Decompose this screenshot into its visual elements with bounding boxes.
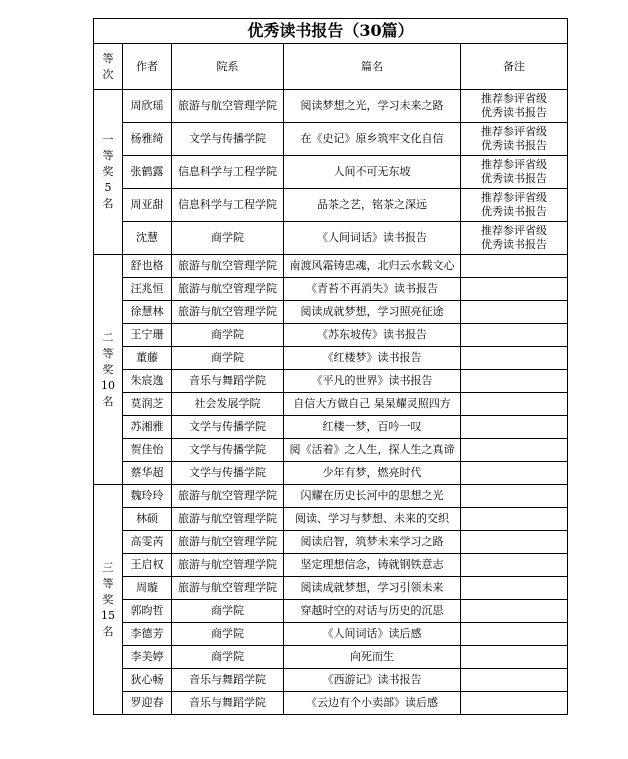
college-cell: 信息科学与工程学院	[172, 189, 284, 222]
table-row	[94, 301, 568, 324]
remark-cell	[461, 255, 568, 278]
college-cell: 音乐与舞蹈学院	[172, 370, 284, 393]
award-level-cell	[94, 90, 123, 255]
remark-cell	[461, 692, 568, 715]
author-cell: 汪兆恒	[123, 278, 172, 301]
author-cell: 罗迎春	[123, 692, 172, 715]
piece-cell: 在《史记》原乡筑牢文化自信	[284, 123, 461, 156]
college-cell: 旅游与航空管理学院	[172, 255, 284, 278]
college-cell: 音乐与舞蹈学院	[172, 669, 284, 692]
piece-cell: 闪耀在历史长河中的思想之光	[284, 485, 461, 508]
remark-cell	[461, 600, 568, 623]
college-cell: 旅游与航空管理学院	[172, 577, 284, 600]
award-level-char: 等	[102, 576, 114, 590]
piece-cell: 阅《活着》之人生，探人生之真谛	[284, 439, 461, 462]
remark-cell	[461, 222, 568, 255]
remark-line: 优秀读书报告	[481, 106, 547, 119]
college-cell: 商学院	[172, 324, 284, 347]
header-rank-char: 等	[102, 51, 114, 65]
piece-cell: 阅读、学习与梦想、未来的交织	[284, 508, 461, 531]
author-cell: 李德芳	[123, 623, 172, 646]
remark-line: 推荐参评省级	[481, 158, 547, 171]
award-level-char: 奖	[102, 165, 114, 178]
table-row	[94, 347, 568, 370]
author-cell: 莫润芝	[123, 393, 172, 416]
award-level-cell	[94, 255, 123, 485]
award-level-char: 15	[101, 608, 115, 622]
remark-cell	[461, 189, 568, 222]
table-row	[94, 623, 568, 646]
header-rank-char: 次	[102, 67, 114, 81]
remark-cell	[461, 508, 568, 531]
header-remark: 备注	[461, 44, 568, 90]
remark-cell	[461, 669, 568, 692]
college-cell: 旅游与航空管理学院	[172, 278, 284, 301]
award-level-char: 5	[104, 181, 112, 194]
remark-cell	[461, 301, 568, 324]
remark-cell	[461, 347, 568, 370]
award-level-char: 名	[102, 394, 114, 408]
remark-cell	[461, 485, 568, 508]
piece-cell: 《平凡的世界》读书报告	[284, 370, 461, 393]
table-row	[94, 189, 568, 222]
remark-cell	[461, 577, 568, 600]
college-cell: 社会发展学院	[172, 393, 284, 416]
college-cell: 文学与传播学院	[172, 416, 284, 439]
college-cell: 旅游与航空管理学院	[172, 531, 284, 554]
college-cell: 商学院	[172, 347, 284, 370]
college-cell: 旅游与航空管理学院	[172, 90, 284, 123]
award-level-char: 一	[102, 133, 114, 146]
remark-line: 优秀读书报告	[481, 139, 547, 152]
remark-cell	[461, 156, 568, 189]
author-cell: 朱宸逸	[123, 370, 172, 393]
remark-cell	[461, 123, 568, 156]
piece-cell: 向死而生	[284, 646, 461, 669]
award-level-cell	[94, 485, 123, 715]
award-level-char: 等	[102, 346, 114, 360]
piece-cell: 阅读成就梦想，学习照亮征途	[284, 301, 461, 324]
author-cell: 林硕	[123, 508, 172, 531]
piece-cell: 人间不可无东坡	[284, 156, 461, 189]
author-cell: 沈慧	[123, 222, 172, 255]
remark-line: 推荐参评省级	[481, 92, 547, 105]
author-cell: 张鹤露	[123, 156, 172, 189]
remark-cell	[461, 531, 568, 554]
award-level-char: 奖	[102, 362, 114, 376]
author-cell: 贺佳怡	[123, 439, 172, 462]
piece-cell: 《苏东坡传》读书报告	[284, 324, 461, 347]
piece-cell: 坚定理想信念，铸就钢铁意志	[284, 554, 461, 577]
author-cell: 狄心畅	[123, 669, 172, 692]
award-level-char: 三	[102, 560, 114, 574]
award-level-char: 奖	[102, 592, 114, 606]
table-row	[94, 462, 568, 485]
table-row	[94, 692, 568, 715]
author-cell: 王宁珊	[123, 324, 172, 347]
table-row	[94, 531, 568, 554]
remark-cell	[461, 623, 568, 646]
author-cell: 董藤	[123, 347, 172, 370]
piece-cell: 阅读启智，筑梦未来学习之路	[284, 531, 461, 554]
table-row	[94, 600, 568, 623]
table-row	[94, 393, 568, 416]
piece-cell: 阅读成就梦想，学习引领未来	[284, 577, 461, 600]
remark-line: 优秀读书报告	[481, 205, 547, 218]
table-row	[94, 278, 568, 301]
piece-cell: 穿越时空的对话与历史的沉思	[284, 600, 461, 623]
table-row	[94, 554, 568, 577]
piece-cell: 《西游记》读书报告	[284, 669, 461, 692]
college-cell: 旅游与航空管理学院	[172, 485, 284, 508]
table-row	[94, 508, 568, 531]
header-piece: 篇名	[284, 44, 461, 90]
remark-cell	[461, 393, 568, 416]
table-row	[94, 90, 568, 123]
table-title: 优秀读书报告（30篇）	[94, 19, 568, 44]
award-level-char: 名	[102, 197, 114, 210]
table-row	[94, 416, 568, 439]
author-cell: 周亚甜	[123, 189, 172, 222]
header-college: 院系	[172, 44, 284, 90]
author-cell: 徐慧林	[123, 301, 172, 324]
college-cell: 商学院	[172, 600, 284, 623]
piece-cell: 《红楼梦》读书报告	[284, 347, 461, 370]
award-table	[93, 18, 568, 715]
author-cell: 杨雅绮	[123, 123, 172, 156]
remark-cell	[461, 90, 568, 123]
college-cell: 文学与传播学院	[172, 439, 284, 462]
table-row	[94, 646, 568, 669]
table-row	[94, 255, 568, 278]
piece-cell: 阅读梦想之光，学习未来之路	[284, 90, 461, 123]
award-level-char: 等	[102, 149, 114, 162]
piece-cell: 《人间词话》读后感	[284, 623, 461, 646]
remark-cell	[461, 646, 568, 669]
award-level-char: 二	[102, 330, 114, 344]
college-cell: 音乐与舞蹈学院	[172, 692, 284, 715]
remark-line: 推荐参评省级	[481, 224, 547, 237]
college-cell: 旅游与航空管理学院	[172, 301, 284, 324]
remark-line: 推荐参评省级	[481, 191, 547, 204]
table-row	[94, 485, 568, 508]
piece-cell: 南渡风霜铸忠魂，北归云水载文心	[284, 255, 461, 278]
author-cell: 蔡华超	[123, 462, 172, 485]
author-cell: 郭昀哲	[123, 600, 172, 623]
college-cell: 商学院	[172, 623, 284, 646]
header-rank	[94, 44, 123, 90]
table-row	[94, 370, 568, 393]
table-row	[94, 324, 568, 347]
remark-cell	[461, 439, 568, 462]
table-row	[94, 439, 568, 462]
author-cell: 周欣瑶	[123, 90, 172, 123]
table-row	[94, 577, 568, 600]
author-cell: 王启权	[123, 554, 172, 577]
piece-cell: 《云边有个小卖部》读后感	[284, 692, 461, 715]
header-row	[94, 44, 568, 90]
piece-cell: 自信大方做自己 杲杲耀灵照四方	[284, 393, 461, 416]
author-cell: 李美婷	[123, 646, 172, 669]
remark-cell	[461, 370, 568, 393]
author-cell: 舒也格	[123, 255, 172, 278]
author-cell: 苏湘雅	[123, 416, 172, 439]
college-cell: 信息科学与工程学院	[172, 156, 284, 189]
author-cell: 周璇	[123, 577, 172, 600]
header-author: 作者	[123, 44, 172, 90]
table-row	[94, 222, 568, 255]
award-level-char: 名	[102, 624, 114, 638]
table-row	[94, 669, 568, 692]
college-cell: 文学与传播学院	[172, 123, 284, 156]
award-level-char: 10	[101, 378, 115, 392]
table-row	[94, 156, 568, 189]
piece-cell: 品茶之艺，铭茶之深远	[284, 189, 461, 222]
remark-line: 优秀读书报告	[481, 172, 547, 185]
piece-cell: 少年有梦，燃亮时代	[284, 462, 461, 485]
remark-cell	[461, 416, 568, 439]
college-cell: 文学与传播学院	[172, 462, 284, 485]
author-cell: 魏玲玲	[123, 485, 172, 508]
table-row	[94, 123, 568, 156]
remark-line: 推荐参评省级	[481, 125, 547, 138]
remark-cell	[461, 554, 568, 577]
piece-cell: 《人间词话》读书报告	[284, 222, 461, 255]
piece-cell: 《青苔不再消失》读书报告	[284, 278, 461, 301]
author-cell: 高雯芮	[123, 531, 172, 554]
college-cell: 商学院	[172, 222, 284, 255]
remark-cell	[461, 462, 568, 485]
college-cell: 商学院	[172, 646, 284, 669]
remark-line: 优秀读书报告	[481, 238, 547, 251]
remark-cell	[461, 324, 568, 347]
college-cell: 旅游与航空管理学院	[172, 508, 284, 531]
piece-cell: 红楼一梦，百吟一叹	[284, 416, 461, 439]
remark-cell	[461, 278, 568, 301]
college-cell: 旅游与航空管理学院	[172, 554, 284, 577]
